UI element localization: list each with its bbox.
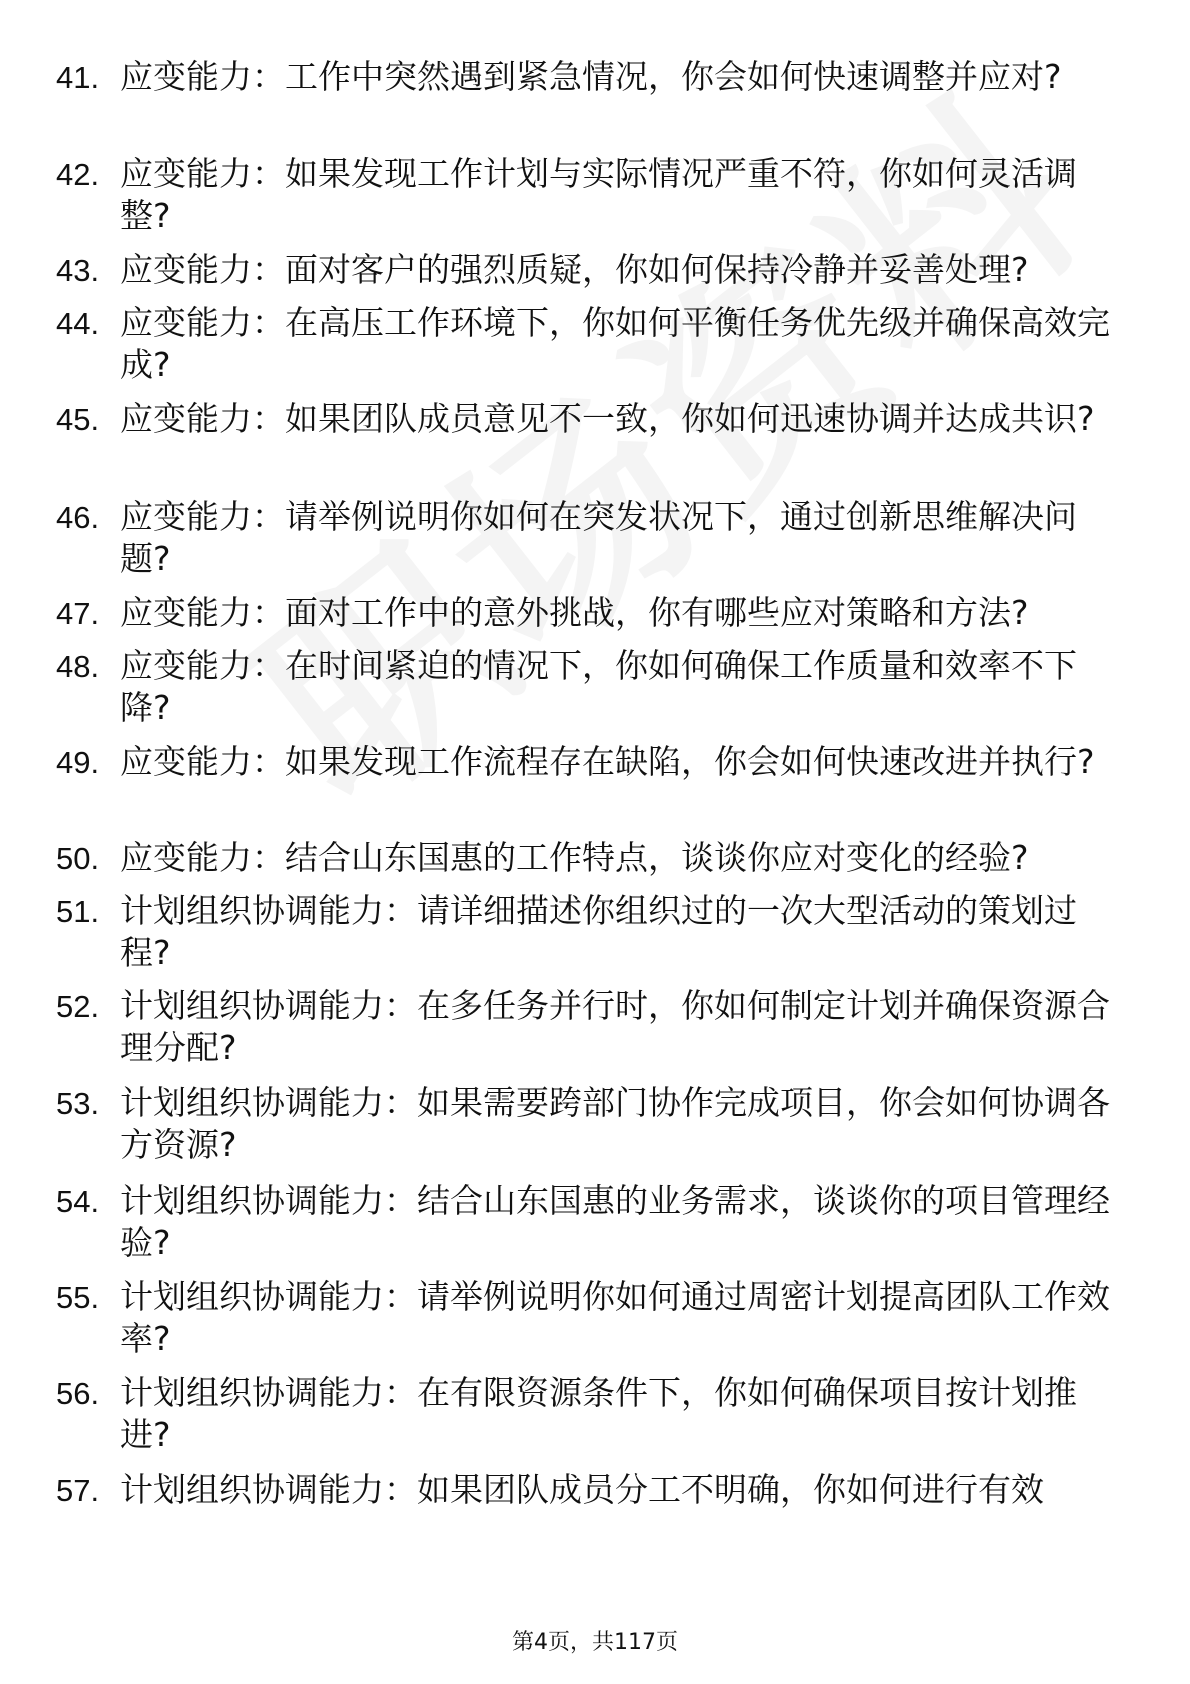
list-item — [56, 1469, 1136, 1513]
list-item — [56, 645, 1136, 729]
item-text: 应变能力：在时间紧迫的情况下，你如何确保工作质量和效率不下降? — [120, 646, 1077, 727]
list-item — [56, 56, 1136, 100]
item-number: 46. — [56, 500, 100, 535]
item-text: 应变能力：如果团队成员意见不一致，你如何迅速协调并达成共识? — [120, 399, 1095, 438]
item-text: 应变能力：如果发现工作计划与实际情况严重不符，你如何灵活调整? — [120, 154, 1077, 235]
item-number: 49. — [56, 745, 100, 780]
item-text: 计划组织协调能力：在多任务并行时，你如何制定计划并确保资源合理分配? — [120, 986, 1110, 1067]
item-number: 55. — [56, 1280, 100, 1315]
item-number: 45. — [56, 402, 100, 437]
list-item — [56, 1180, 1136, 1264]
list-item — [56, 398, 1136, 442]
item-number: 42. — [56, 157, 100, 192]
page-footer: 第4页，共117页 — [512, 1630, 678, 1655]
item-number: 50. — [56, 841, 100, 876]
item-number: 52. — [56, 989, 100, 1024]
item-text: 计划组织协调能力：请举例说明你如何通过周密计划提高团队工作效率? — [120, 1277, 1110, 1358]
list-item — [56, 985, 1136, 1069]
item-text: 应变能力：结合山东国惠的工作特点，谈谈你应对变化的经验? — [120, 838, 1029, 877]
item-text: 计划组织协调能力：结合山东国惠的业务需求，谈谈你的项目管理经验? — [120, 1181, 1110, 1262]
item-text: 应变能力：面对工作中的意外挑战，你有哪些应对策略和方法? — [120, 593, 1029, 632]
list-item — [56, 302, 1136, 386]
item-number: 57. — [56, 1473, 100, 1508]
item-number: 51. — [56, 894, 100, 929]
list-item — [56, 1372, 1136, 1456]
item-text: 计划组织协调能力：在有限资源条件下，你如何确保项目按计划推进? — [120, 1373, 1077, 1454]
list-item — [56, 496, 1136, 580]
list-item — [56, 153, 1136, 237]
list-item — [56, 1276, 1136, 1360]
item-text: 计划组织协调能力：请详细描述你组织过的一次大型活动的策划过程? — [120, 891, 1077, 972]
item-text: 应变能力：如果发现工作流程存在缺陷，你会如何快速改进并执行? — [120, 742, 1095, 781]
item-text: 计划组织协调能力：如果需要跨部门协作完成项目，你会如何协调各方资源? — [120, 1083, 1110, 1164]
item-number: 56. — [56, 1376, 100, 1411]
list-item — [56, 741, 1136, 785]
item-number: 47. — [56, 596, 100, 631]
item-number: 41. — [56, 60, 100, 95]
item-number: 43. — [56, 253, 100, 288]
list-item — [56, 890, 1136, 974]
list-item — [56, 1082, 1136, 1166]
item-number: 48. — [56, 649, 100, 684]
item-text: 应变能力：请举例说明你如何在突发状况下，通过创新思维解决问题? — [120, 497, 1077, 578]
item-text: 应变能力：面对客户的强烈质疑，你如何保持冷静并妥善处理? — [120, 250, 1029, 289]
item-number: 53. — [56, 1086, 100, 1121]
item-text: 应变能力：在高压工作环境下，你如何平衡任务优先级并确保高效完成? — [120, 303, 1110, 384]
list-item — [56, 249, 1136, 293]
item-text: 应变能力：工作中突然遇到紧急情况，你会如何快速调整并应对? — [120, 57, 1062, 96]
list-item — [56, 592, 1136, 636]
item-number: 54. — [56, 1184, 100, 1219]
item-text: 计划组织协调能力：如果团队成员分工不明确，你如何进行有效 — [120, 1470, 1044, 1509]
item-number: 44. — [56, 306, 100, 341]
list-item — [56, 837, 1136, 881]
